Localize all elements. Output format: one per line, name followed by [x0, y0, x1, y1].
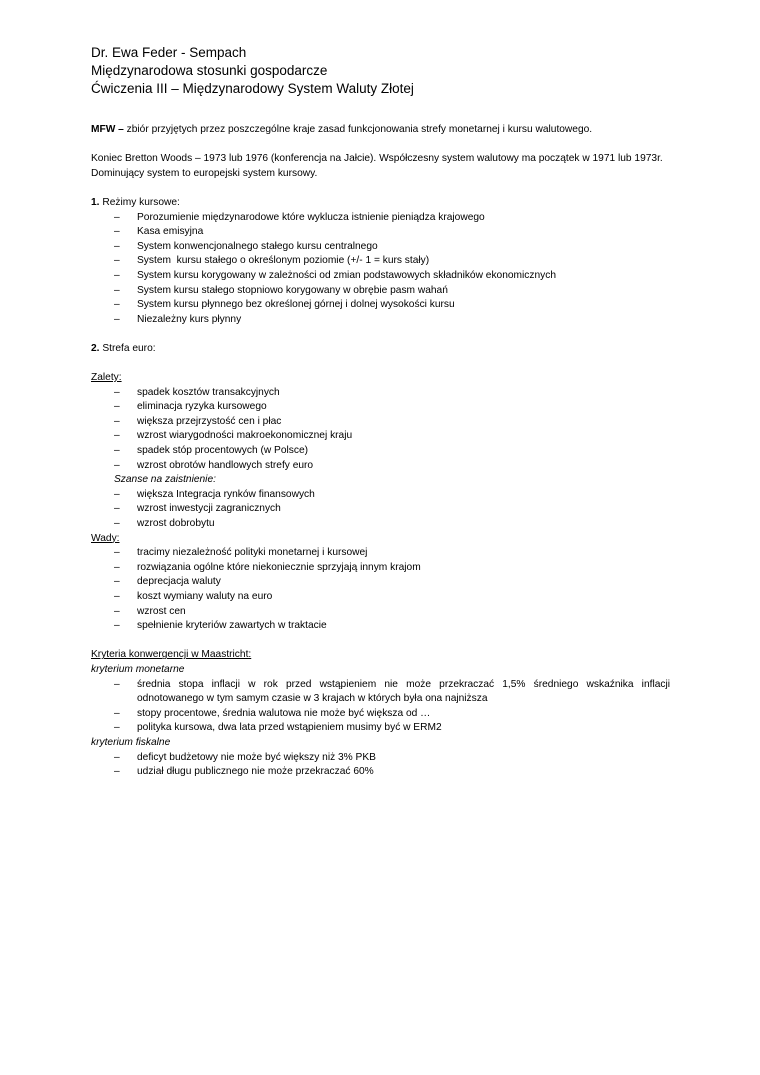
- list-item: [91, 415, 670, 430]
- list-item-text: większa przejrzystość cen i płac: [137, 415, 282, 427]
- list-item: [91, 488, 670, 503]
- list-item-text: Porozumienie międzynarodowe które wyklucza istnienie pieniądza krajowego: [137, 211, 485, 223]
- list-item: [91, 429, 670, 444]
- list-item-text: System kursu płynnego bez określonej górnej i dolnej wysokości kursu: [137, 299, 455, 311]
- list-item-text: spełnienie kryteriów zawartych w traktacie: [137, 620, 327, 632]
- wady-list: [91, 546, 670, 634]
- list-item-text: wzrost obrotów handlowych strefy euro: [137, 459, 314, 471]
- list-item: [91, 284, 670, 299]
- dash-bullet: –: [114, 488, 120, 500]
- list-item-text: większa Integracja rynków finansowych: [137, 488, 315, 500]
- dash-bullet: –: [114, 415, 120, 427]
- monetarne-label: kryterium monetarne: [91, 663, 185, 675]
- section-1-heading: [91, 196, 670, 211]
- dash-bullet: –: [114, 226, 120, 238]
- list-item-text: rozwiązania ogólne które niekoniecznie sprzyjają innym krajom: [137, 561, 421, 573]
- list-item-text: koszt wymiany waluty na euro: [137, 591, 273, 602]
- dash-bullet: –: [114, 576, 120, 588]
- bretton-line-1: Koniec Bretton Woods – 1973 lub 1976 (konferencja na Jałcie). Współczesny system walutowy ma początek w 1971 lub 1973r.: [91, 153, 663, 165]
- list-item-text: System konwencjonalnego stałego kursu centralnego: [137, 240, 378, 252]
- section-2-number: 2.: [91, 342, 100, 354]
- list-item-text: stopy procentowe, średnia walutowa nie może być większa od …: [137, 707, 431, 719]
- list-item: [91, 517, 670, 532]
- zalety-list: [91, 386, 670, 474]
- szanse-label: Szanse na zaistnienie:: [114, 474, 216, 486]
- list-item: [91, 546, 670, 561]
- section-2-title: Strefa euro:: [99, 342, 156, 354]
- maastricht-title: Kryteria konwergencji w Maastricht:: [91, 649, 252, 661]
- list-item: [91, 751, 670, 766]
- dash-bullet: –: [114, 678, 120, 690]
- list-item: [91, 678, 670, 707]
- wady-label: Wady:: [91, 532, 120, 544]
- spacer: [91, 138, 670, 153]
- list-item: [91, 619, 670, 634]
- dash-bullet: –: [114, 591, 120, 602]
- dash-bullet: –: [114, 445, 120, 457]
- list-item: [91, 298, 670, 313]
- list-item: [91, 225, 670, 240]
- list-item-text: wzrost inwestycji zagranicznych: [137, 503, 281, 515]
- fiskalne-list: [91, 751, 670, 780]
- list-item-text: Niezależny kurs płynny: [137, 313, 242, 325]
- dash-bullet: –: [114, 722, 120, 734]
- dash-bullet: –: [114, 547, 120, 559]
- list-item: [91, 444, 670, 459]
- list-item-text: deficyt budżetowy nie może być większy niż 3% PKB: [137, 751, 376, 763]
- dash-bullet: –: [114, 707, 120, 719]
- list-item-text: System kursu korygowany w zależności od zmian podstawowych składników ekonomicznych: [137, 269, 557, 281]
- list-item: [91, 765, 670, 780]
- list-item: [91, 400, 670, 415]
- list-item: [91, 502, 670, 517]
- list-item: [91, 459, 670, 474]
- dash-bullet: –: [114, 255, 120, 267]
- list-item-text: wzrost wiarygodności makroekonomicznej kraju: [137, 430, 353, 442]
- author-line: Dr. Ewa Feder - Sempach: [91, 45, 247, 60]
- list-item-text: System kursu stałego stopniowo korygowany w obrębie pasm wahań: [137, 284, 448, 296]
- dash-bullet: –: [114, 605, 120, 617]
- section-1-number: 1.: [91, 196, 100, 208]
- dash-bullet: –: [114, 459, 120, 471]
- dash-bullet: –: [114, 503, 120, 515]
- document-header: [91, 44, 671, 98]
- spacer: [91, 327, 670, 342]
- dash-bullet: –: [114, 211, 120, 223]
- topic-line: Ćwiczenia III – Międzynarodowy System Waluty Złotej: [91, 81, 414, 96]
- dash-bullet: –: [114, 299, 120, 311]
- dash-bullet: –: [114, 269, 120, 281]
- fiskalne-label: kryterium fiskalne: [91, 736, 171, 748]
- dash-bullet: –: [114, 751, 120, 763]
- course-line: Międzynarodowa stosunki gospodarcze: [91, 63, 328, 78]
- section-1-title: Reżimy kursowe:: [99, 196, 180, 208]
- spacer: [91, 357, 670, 372]
- list-item: [91, 575, 670, 590]
- list-item: [91, 561, 670, 576]
- list-item: [91, 240, 670, 255]
- list-item-text: deprecjacja waluty: [137, 576, 221, 588]
- mfw-paragraph: [91, 123, 670, 138]
- dash-bullet: –: [114, 430, 120, 442]
- list-item-text: wzrost dobrobytu: [137, 518, 215, 530]
- list-item: [91, 313, 670, 328]
- dash-bullet: –: [114, 313, 120, 325]
- dash-bullet: –: [114, 518, 120, 530]
- mfw-term: MFW –: [91, 124, 124, 135]
- spacer: [91, 181, 670, 196]
- section-2-heading: [91, 342, 670, 357]
- list-item: [91, 721, 670, 736]
- monetarne-list: [91, 678, 670, 736]
- list-item: [91, 269, 670, 284]
- dash-bullet: –: [114, 561, 120, 573]
- list-item: [91, 254, 670, 269]
- regimes-list: [91, 211, 670, 328]
- list-item: [91, 605, 670, 620]
- bretton-line-2: Dominujący system to europejski system kursowy.: [91, 167, 318, 179]
- list-item-text: średnia stopa inflacji w rok przed wstąpieniem nie może przekraczać 1,5% średniego wskaźnika inflacji odnotowanego w tym samym czasie w 3 krajach w których była ona najniższa: [137, 678, 670, 705]
- list-item-text: eliminacja ryzyka kursowego: [137, 401, 267, 413]
- dash-bullet: –: [114, 766, 120, 778]
- spacer: [91, 634, 670, 649]
- list-item-text: spadek stóp procentowych (w Polsce): [137, 445, 309, 457]
- document-body: [91, 123, 670, 780]
- list-item: [91, 386, 670, 401]
- dash-bullet: –: [114, 284, 120, 296]
- list-item-text: udział długu publicznego nie może przekraczać 60%: [137, 766, 374, 778]
- list-item-text: tracimy niezależność polityki monetarnej i kursowej: [137, 547, 368, 559]
- zalety-label: Zalety:: [91, 372, 122, 384]
- szanse-list: [91, 488, 670, 532]
- mfw-definition: zbiór przyjętych przez poszczególne kraje zasad funkcjonowania strefy monetarnej i kursu walutowego.: [123, 124, 593, 135]
- dash-bullet: –: [114, 401, 120, 413]
- dash-bullet: –: [114, 620, 120, 632]
- dash-bullet: –: [114, 386, 120, 398]
- list-item-text: Kasa emisyjna: [137, 226, 204, 238]
- list-item: [91, 707, 670, 722]
- dash-bullet: –: [114, 240, 120, 252]
- list-item-text: System kursu stałego o określonym poziomie (+/- 1 = kurs stały): [137, 255, 430, 267]
- list-item: [91, 590, 670, 605]
- list-item-text: polityka kursowa, dwa lata przed wstąpieniem musimy być w ERM2: [137, 722, 442, 734]
- list-item-text: spadek kosztów transakcyjnych: [137, 386, 280, 398]
- list-item-text: wzrost cen: [137, 605, 186, 617]
- list-item: [91, 211, 670, 226]
